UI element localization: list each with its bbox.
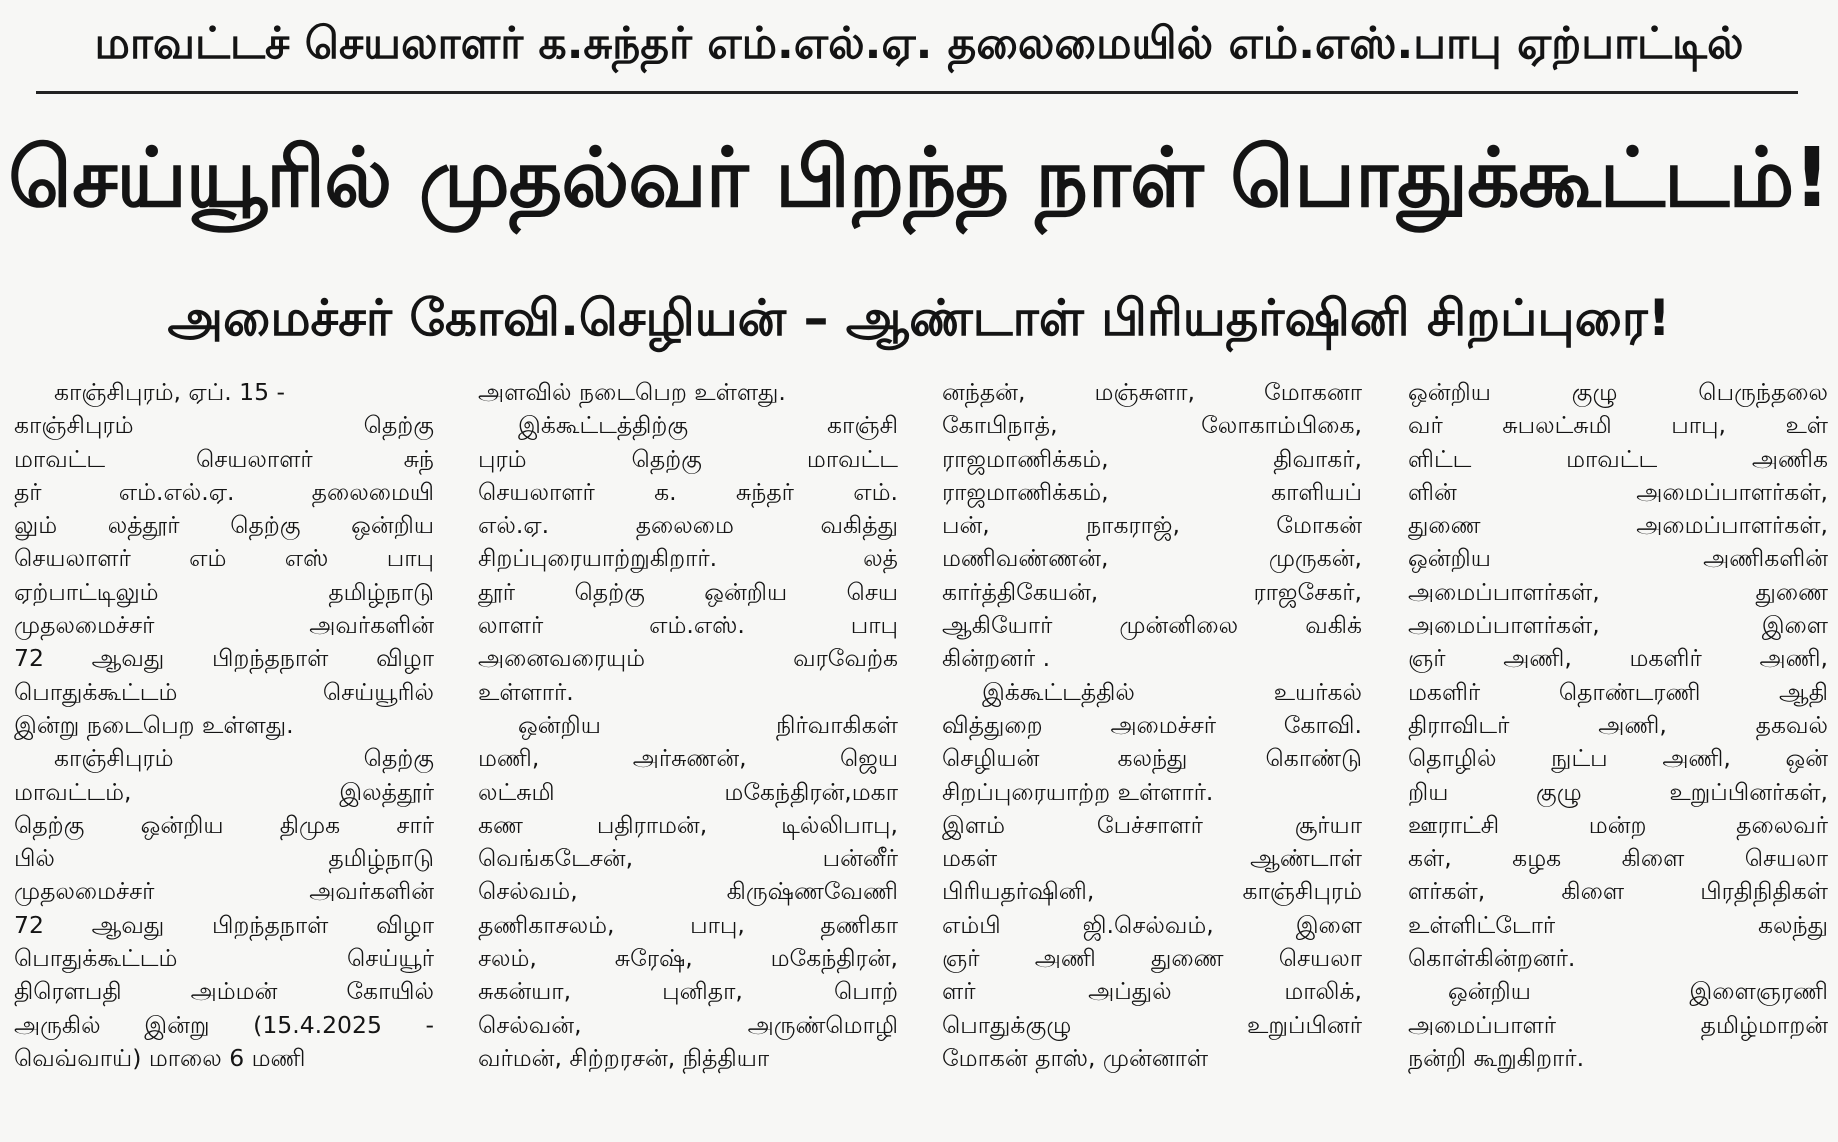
article-line: நன்றி கூறுகிறார்.: [1408, 1043, 1585, 1072]
article-line: மணி, அர்சுணன், ஜெய: [478, 744, 898, 773]
article-line: முதலமைச்சர் அவர்களின்: [14, 877, 434, 906]
article-line: பில் தமிழ்நாடு: [14, 844, 434, 873]
article-line: இளம் பேச்சாளர் சூர்யா: [942, 810, 1362, 839]
article-line: ஆகியோர் முன்னிலை வகிக்: [942, 611, 1362, 640]
article-line: ளர்கள், கிளை பிரதிநிதிகள்: [1408, 877, 1828, 906]
article-line: பன், நாகராஜ், மோகன்: [942, 511, 1362, 540]
article-line: துணை அமைப்பாளர்கள்,: [1408, 511, 1828, 540]
article-line: காஞ்சிபுரம், ஏப். 15 -: [54, 378, 286, 406]
article-line: வர்மன், சிற்றரசன், நித்தியா: [478, 1043, 770, 1072]
article-line: சிறப்புரையாற்ற உள்ளார்.: [942, 777, 1214, 806]
article-line: ளிட்ட மாவட்ட அணிக: [1408, 444, 1828, 473]
article-column-2: [478, 376, 898, 1136]
sub-headline: அமைச்சர் கோவி.செழியன் – ஆண்டாள் பிரியதர்ஷினி சிறப்புரை!: [167, 288, 1671, 347]
article-line: ஞர் அணி துணை செயலா: [942, 944, 1362, 973]
article-line: முதலமைச்சர் அவர்களின்: [14, 611, 434, 640]
article-line: கள், கழக கிளை செயலா: [1408, 844, 1828, 873]
article-line: அனைவரையும் வரவேற்க: [478, 644, 898, 673]
article-line: பொதுக்கூட்டம் செய்யூரில்: [14, 677, 434, 706]
article-line: 72 ஆவது பிறந்தநாள் விழா: [14, 644, 434, 673]
article-line: அளவில் நடைபெற உள்ளது.: [478, 378, 786, 406]
article-line: உள்ளார்.: [478, 677, 574, 706]
article-line: தர் எம்.எல்.ஏ. தலைமையி: [14, 477, 434, 506]
article-line: இக்கூட்டத்தில் உயர்கல்: [982, 677, 1362, 706]
article-line: அமைப்பாளர்கள், துணை: [1408, 577, 1828, 606]
kicker-divider: [36, 91, 1798, 94]
article-line: சிறப்புரையாற்றுகிறார். லத்: [478, 544, 898, 573]
article-line: பிரியதர்ஷினி, காஞ்சிபுரம்: [942, 877, 1362, 906]
article-line: 72 ஆவது பிறந்தநாள் விழா: [14, 910, 434, 939]
article-line: சலம், சுரேஷ், மகேந்திரன்,: [478, 944, 898, 973]
article-line: தணிகாசலம், பாபு, தணிகா: [478, 910, 898, 939]
article-line: தூர் தெற்கு ஒன்றிய செய: [478, 577, 898, 606]
article-line: உள்ளிட்டோர் கலந்து: [1408, 910, 1828, 939]
article-line: எம்பி ஜி.செல்வம், இளை: [942, 910, 1362, 939]
article-line: ளர் அப்துல் மாலிக்,: [942, 977, 1362, 1006]
article-line: றிய குழு உறுப்பினர்கள்,: [1408, 777, 1828, 806]
article-line: சுகன்யா, புனிதா, பொற்: [478, 977, 898, 1006]
article-line: ஒன்றிய இளைஞரணி: [1448, 977, 1828, 1006]
article-line: பொதுக்கூட்டம் செய்யூர்: [14, 944, 434, 973]
article-line: ஏற்பாட்டிலும் தமிழ்நாடு: [14, 577, 434, 606]
main-headline: செய்யூரில் முதல்வர் பிறந்த நாள் பொதுக்கூட்டம்!: [8, 131, 1830, 226]
article-line: அருகில் இன்று (15.4.2025 -: [14, 1010, 434, 1039]
article-line: ராஜமாணிக்கம், காளியப்: [942, 477, 1362, 506]
article-line: எல்.ஏ. தலைமை வகித்து: [478, 511, 898, 540]
article-line: வித்துறை அமைச்சர் கோவி.: [942, 710, 1362, 739]
article-line: பொதுக்குழு உறுப்பினர்: [942, 1010, 1362, 1039]
article-line: செல்வன், அருண்மொழி: [478, 1010, 898, 1039]
article-line: ஞர் அணி, மகளிர் அணி,: [1408, 644, 1828, 673]
article-line: ஒன்றிய அணிகளின்: [1408, 544, 1828, 573]
article-line: தொழில் நுட்ப அணி, ஒன்: [1408, 744, 1828, 773]
article-line: இன்று நடைபெற உள்ளது.: [14, 710, 294, 739]
article-line: காஞ்சிபுரம் தெற்கு: [54, 744, 434, 773]
article-line: புரம் தெற்கு மாவட்ட: [478, 444, 898, 473]
article-line: மாவட்ட செயலாளர் சுந்: [14, 444, 434, 473]
kicker-headline: மாவட்டச் செயலாளர் க.சுந்தர் எம்.எல்.ஏ. தலைமையில் எம்.எஸ்.பாபு ஏற்பாட்டில்: [94, 17, 1744, 69]
article-line: வர் சுபலட்சுமி பாபு, உள்: [1408, 411, 1828, 440]
article-line: திராவிடர் அணி, தகவல்: [1408, 710, 1828, 739]
article-line: வெங்கடேசன், பன்னீர்: [478, 844, 898, 873]
article-line: செல்வம், கிருஷ்ணவேணி: [478, 877, 898, 906]
article-column-4: [1408, 376, 1828, 1136]
article-line: அமைப்பாளர்கள், இளை: [1408, 611, 1828, 640]
article-line: செயலாளர் க. சுந்தர் எம்.: [478, 477, 898, 506]
article-line: லும் லத்தூர் தெற்கு ஒன்றிய: [14, 511, 434, 540]
article-line: மாவட்டம், இலத்தூர்: [14, 777, 434, 806]
article-line: இக்கூட்டத்திற்கு காஞ்சி: [518, 411, 898, 440]
article-line: தெற்கு ஒன்றிய திமுக சார்: [14, 810, 434, 839]
article-line: கின்றனர் .: [942, 644, 1051, 673]
article-line: ஊராட்சி மன்ற தலைவர்: [1408, 810, 1828, 839]
article-line: காஞ்சிபுரம் தெற்கு: [14, 411, 434, 440]
article-column-1: [14, 376, 434, 1136]
article-line: திரௌபதி அம்மன் கோயில்: [14, 977, 434, 1006]
article-line: கொள்கின்றனர்.: [1408, 944, 1576, 973]
article-line: கோபிநாத், லோகாம்பிகை,: [942, 411, 1362, 440]
article-line: மணிவண்ணன், முருகன்,: [942, 544, 1362, 573]
article-line: கண பதிராமன், டில்லிபாபு,: [478, 810, 898, 839]
article-line: கார்த்திகேயன், ராஜசேகர்,: [942, 577, 1362, 606]
article-line: மகள் ஆண்டாள்: [942, 844, 1362, 873]
article-line: செழியன் கலந்து கொண்டு: [942, 744, 1362, 773]
article-line: லட்சுமி மகேந்திரன்,மகா: [478, 777, 898, 806]
article-line: வெவ்வாய்) மாலை 6 மணி: [14, 1043, 306, 1072]
article-line: அமைப்பாளர் தமிழ்மாறன்: [1408, 1010, 1828, 1039]
article-line: மகளிர் தொண்டரணி ஆதி: [1408, 677, 1828, 706]
article-line: ஒன்றிய குழு பெருந்தலை: [1408, 378, 1828, 406]
article-line: ராஜமாணிக்கம், திவாகர்,: [942, 444, 1362, 473]
article-line: னந்தன், மஞ்சுளா, மோகனா: [942, 378, 1362, 406]
article-line: லாளர் எம்.எஸ். பாபு: [478, 611, 898, 640]
article-line: மோகன் தாஸ், முன்னாள்: [942, 1043, 1209, 1072]
article-line: ஒன்றிய நிர்வாகிகள்: [518, 710, 898, 739]
article-line: ளின் அமைப்பாளர்கள்,: [1408, 477, 1828, 506]
article-line: செயலாளர் எம் எஸ் பாபு: [14, 544, 434, 573]
article-column-3: [942, 376, 1362, 1136]
